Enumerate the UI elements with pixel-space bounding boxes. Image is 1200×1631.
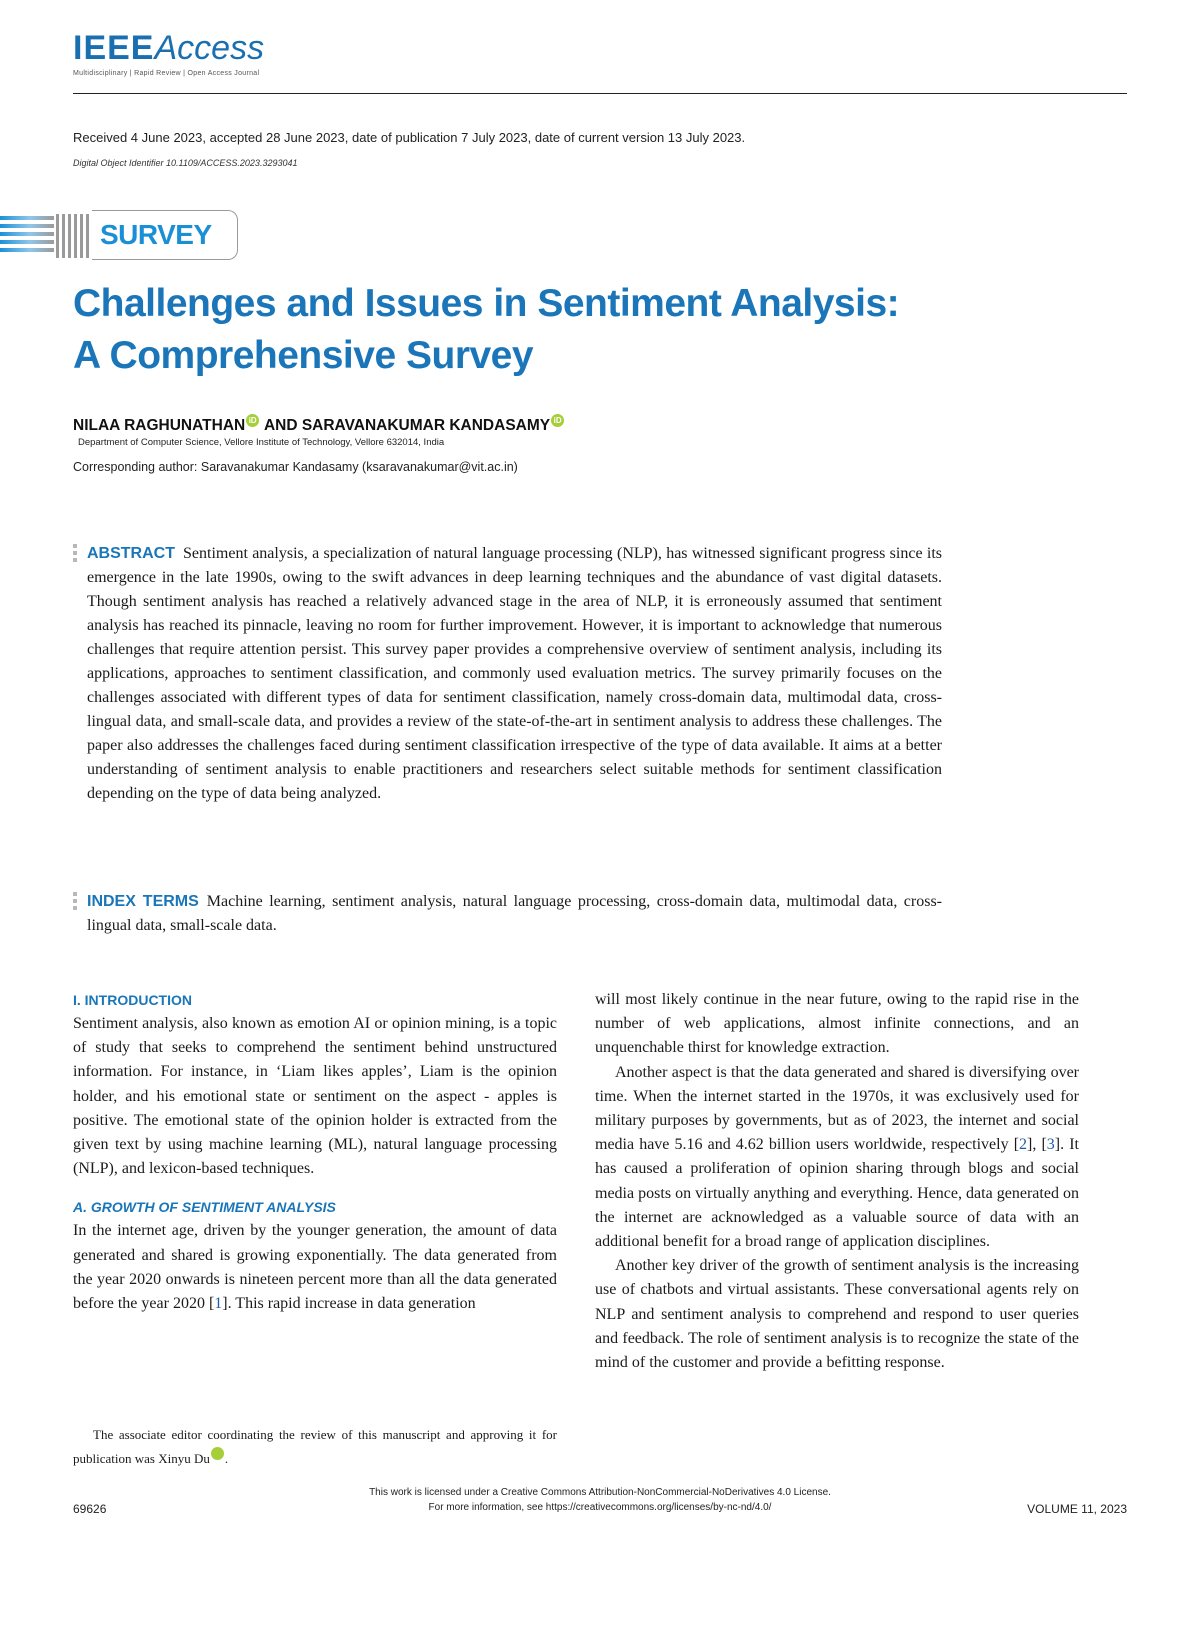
author-1: NILAA RAGHUNATHAN bbox=[73, 417, 246, 434]
license-line-1: This work is licensed under a Creative Commons Attribution-NonCommercial-NoDerivatives 4.0 License. bbox=[369, 1487, 831, 1498]
section-heading-introduction: I. INTRODUCTION bbox=[73, 992, 192, 1008]
index-terms-text: Machine learning, sentiment analysis, natural language processing, cross-domain data, multimodal data, cross-lingual data, small-scale data. bbox=[87, 893, 942, 934]
logo-access: Access bbox=[154, 29, 265, 67]
journal-logo bbox=[73, 30, 293, 86]
citation-link[interactable]: 2 bbox=[1019, 1136, 1028, 1154]
abstract-label: ABSTRACT bbox=[87, 545, 175, 562]
received-dates: Received 4 June 2023, accepted 28 June 2023, date of publication 7 July 2023, date of current version 13 July 2023. bbox=[73, 130, 746, 145]
page-number: 69626 bbox=[73, 1502, 107, 1516]
license-notice bbox=[0, 1485, 1200, 1515]
orcid-icon[interactable]: iD bbox=[211, 1447, 224, 1460]
affiliation: Department of Computer Science, Vellore Institute of Technology, Vellore 632014, India bbox=[78, 437, 445, 448]
citation-link[interactable]: 3 bbox=[1046, 1136, 1055, 1154]
right-p2-text-a: Another aspect is that the data generated and shared is diversifying over time. When the internet started in the 1970s, it was exclusively used for military purposes by governments, but as of 2023, the internet and social media have 5.16 and 4.62 billion users worldwide, respectively [ bbox=[595, 1063, 1079, 1154]
doi-line: Digital Object Identifier 10.1109/ACCESS.2023.3293041 bbox=[73, 158, 298, 168]
paper-title bbox=[73, 278, 973, 382]
index-terms-marker-icon bbox=[73, 892, 79, 914]
author-list bbox=[73, 414, 565, 435]
right-p2-text-b: ]. It has caused a proliferation of opinion sharing through blogs and social media posts on virtually anything and everything. Hence, data generated on the internet are acknowledged as a valuable source of data with an additional benefit for a broad range of application disciplines. bbox=[595, 1136, 1079, 1251]
intro-paragraph: Sentiment analysis, also known as emotion AI or opinion mining, is a topic of study that seeks to comprehend the sentiment behind unstructured information. For instance, in ‘Liam likes apples’, Liam is the opinion holder, and his emotional state or sentiment on the aspect - apples is positive. The emotional state of the opinion holder is extracted from the given text by using machine learning (ML), natural language processing (NLP), and lexicon-based techniques. bbox=[73, 1015, 557, 1178]
orcid-icon[interactable]: iD bbox=[551, 414, 564, 427]
index-terms bbox=[87, 890, 942, 938]
title-line-1: Challenges and Issues in Sentiment Analysis: bbox=[73, 282, 900, 325]
survey-stripes-icon bbox=[0, 214, 92, 258]
author-2: AND SARAVANAKUMAR KANDASAMY bbox=[263, 417, 551, 434]
editor-footnote: The associate editor coordinating the review of this manuscript and approving it for publication was Xinyu Du iD. bbox=[73, 1427, 557, 1466]
volume-label: VOLUME 11, 2023 bbox=[1027, 1502, 1127, 1516]
right-p2-sep: ], [ bbox=[1027, 1136, 1047, 1154]
abstract-text: Sentiment analysis, a specialization of natural language processing (NLP), has witnessed significant progress since its emergence in the late 1990s, owing to the swift advances in deep learning techniques and the abundance of vast digital datasets. Though sentiment analysis has reached a relatively advanced stage in the area of NLP, it is erroneously assumed that sentiment analysis has reached its pinnacle, leaving no room for further improvement. However, it is important to acknowledge that numerous challenges that require attention persist. This survey paper provides a comprehensive overview of sentiment analysis, including its applications, approaches to sentiment classification, and commonly used evaluation metrics. The survey primarily focuses on the challenges associated with different types of data for sentiment classification, namely cross-domain data, multimodal data, cross-lingual data, and small-scale data, and provides a review of the state-of-the-art in sentiment analysis to address these challenges. The paper also addresses the challenges faced during sentiment classification irrespective of the type of data available. It aims at a better understanding of sentiment analysis to enable practitioners and researchers select suitable methods for sentiment classification depending on the type of data being analyzed. bbox=[87, 545, 942, 802]
title-line-2: A Comprehensive Survey bbox=[73, 334, 534, 377]
growth-paragraph bbox=[73, 1219, 557, 1316]
left-column bbox=[73, 988, 557, 1316]
right-paragraph-2 bbox=[595, 1061, 1079, 1255]
corresponding-author: Corresponding author: Saravanakumar Kandasamy (ksaravanakumar@vit.ac.in) bbox=[73, 460, 518, 474]
growth-text-b: ]. This rapid increase in data generation bbox=[222, 1295, 476, 1313]
subsection-heading-growth: A. GROWTH OF SENTIMENT ANALYSIS bbox=[73, 1199, 336, 1216]
right-paragraph-3: Another key driver of the growth of sentiment analysis is the increasing use of chatbots and virtual assistants. These conversational agents rely on NLP and sentiment analysis to comprehend and respond to user queries and feedback. The role of sentiment analysis is to recognize the state of the mind of the customer and provide a befitting response. bbox=[595, 1257, 1079, 1372]
orcid-icon[interactable]: iD bbox=[246, 414, 259, 427]
article-type-label: SURVEY bbox=[100, 219, 212, 250]
index-terms-label: INDEX TERMS bbox=[87, 893, 199, 910]
right-column bbox=[595, 988, 1079, 1375]
right-paragraph-1: will most likely continue in the near future, owing to the rapid rise in the number of web applications, almost infinite connections, and an unquenchable thirst for knowledge extraction. bbox=[595, 991, 1079, 1057]
footnote-text: The associate editor coordinating the review of this manuscript and approving it for publication was Xinyu Du bbox=[73, 1427, 557, 1466]
abstract-marker-icon bbox=[73, 544, 79, 566]
license-line-2[interactable]: For more information, see https://creativecommons.org/licenses/by-nc-nd/4.0/ bbox=[428, 1502, 772, 1513]
header-rule bbox=[73, 93, 1127, 94]
logo-ieee: IEEE bbox=[73, 29, 155, 67]
growth-text-a: In the internet age, driven by the younger generation, the amount of data generated and shared is growing exponentially. The data generated from the year 2020 onwards is nineteen percent more than all the data generated before the year 2020 [ bbox=[73, 1222, 557, 1313]
abstract bbox=[87, 542, 942, 806]
citation-link[interactable]: 1 bbox=[214, 1295, 223, 1313]
logo-tagline: Multidisciplinary | Rapid Review | Open Access Journal bbox=[73, 70, 260, 77]
